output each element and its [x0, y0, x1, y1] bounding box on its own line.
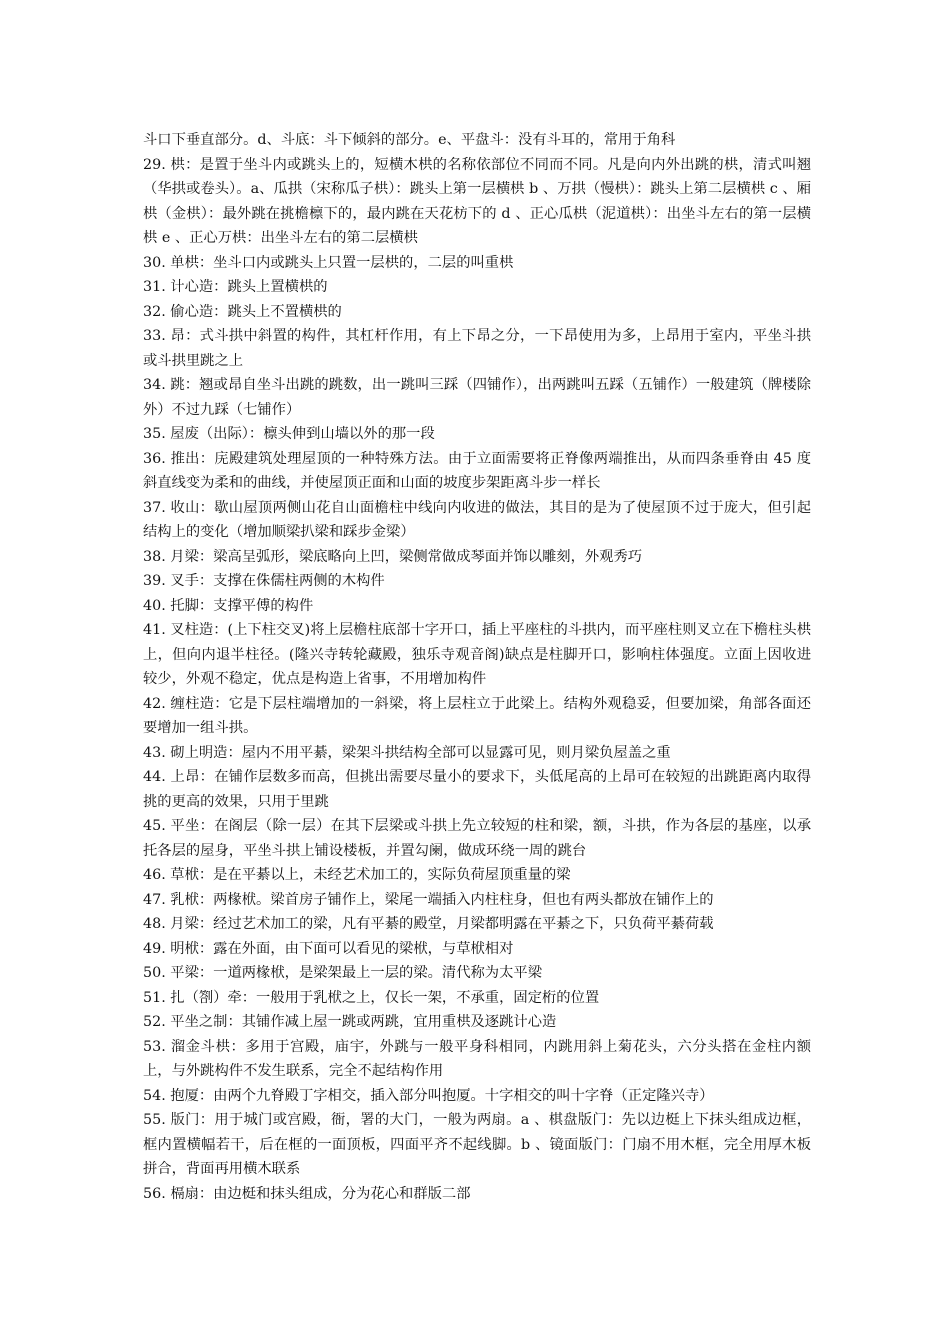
- text-paragraph: 41. 叉柱造：(上下柱交叉)将上层檐柱底部十字开口，插上平座柱的斗拱内，而平座柱则叉立在下檐柱头栱上，但向内退半柱径。(隆兴寺转轮藏殿，独乐寺观音阁)缺点是柱脚开口，影响柱体强度。立面上因收进较少，外观不稳定，优点是构造上省事，不用增加构件: [143, 622, 811, 687]
- text-paragraph: 37. 收山：歇山屋顶两侧山花自山面檐柱中线向内收进的做法，其目的是为了使屋顶不过于庞大，但引起结构上的变化（增加顺梁扒梁和踩步金梁）: [143, 499, 811, 540]
- text-paragraph: 33. 昂：式斗拱中斜置的构件，其杠杆作用，有上下昂之分，一下昂使用为多，上昂用于室内，平坐斗拱或斗拱里跳之上: [143, 328, 811, 369]
- text-paragraph: 56. 槅扇：由边梃和抹头组成，分为花心和群版二部: [143, 1185, 471, 1202]
- text-paragraph: 48. 月梁：经过艺术加工的梁，凡有平綦的殿堂，月梁都明露在平綦之下，只负荷平綦荷载: [143, 916, 714, 932]
- document-body: [143, 128, 811, 1206]
- text-paragraph: 55. 版门：用于城门或宫殿，衙，署的大门，一般为两扇。a 、棋盘版门：先以边梃上下抹头组成边框，框内置横幅若干，后在框的一面顶板，四面平齐不起线脚。b 、镜面版门：门扇不用木框，完全用厚木板拼合，背面再用横木联系: [143, 1112, 811, 1177]
- text-paragraph: 34. 跳：翘或昂自坐斗出跳的跳数，出一跳叫三踩（四铺作），出两跳叫五踩（五铺作）一般建筑（牌楼除外）不过九踩（七铺作）: [143, 377, 811, 418]
- text-paragraph: 30. 单栱：坐斗口内或跳头上只置一层栱的，二层的叫重栱: [143, 254, 514, 271]
- text-paragraph: 斗口下垂直部分。d、斗底：斗下倾斜的部分。e、平盘斗：没有斗耳的，常用于角科: [143, 132, 676, 148]
- text-paragraph: 39. 叉手：支撑在侏儒柱两侧的木构件: [143, 573, 385, 589]
- text-paragraph: 40. 托脚：支撑平傅的构件: [143, 597, 314, 614]
- text-paragraph: 50. 平梁：一道两椽栿，是梁架最上一层的梁。清代称为太平梁: [143, 965, 542, 981]
- text-paragraph: 36. 推出：庑殿建筑处理屋顶的一种特殊方法。由于立面需要将正脊像两端推出，从而四条垂脊由 45 度斜直线变为柔和的曲线，并使屋顶正面和山面的坡度步架距离斗步一样长: [143, 450, 811, 491]
- text-paragraph: 54. 抱厦：由两个九脊殿丁字相交，插入部分叫抱厦。十字相交的叫十字脊（正定隆兴寺）: [143, 1087, 714, 1104]
- text-paragraph: 46. 草栿：是在平綦以上，未经艺术加工的，实际负荷屋顶重量的梁: [143, 867, 571, 883]
- text-paragraph: 52. 平坐之制：其铺作减上屋一跳或两跳，宜用重栱及逐跳计心造: [143, 1014, 557, 1030]
- text-paragraph: 47. 乳栿：两椽栿。梁首房子铺作上，梁尾一端插入内柱柱身，但也有两头都放在铺作上的: [143, 891, 714, 908]
- text-paragraph: 35. 屋废（出际）：檩头伸到山墙以外的那一段: [143, 426, 435, 442]
- text-paragraph: 31. 计心造：跳头上置横栱的: [143, 279, 328, 295]
- text-paragraph: 38. 月梁：梁高呈弧形，梁底略向上凹，梁侧常做成琴面并饰以雕刻，外观秀巧: [143, 548, 643, 565]
- text-paragraph: 44. 上昂：在铺作层数多而高，但挑出需要尽量小的要求下，头低尾高的上昂可在较短的出跳距离内取得挑的更高的效果，只用于里跳: [143, 769, 811, 810]
- text-paragraph: 53. 溜金斗栱：多用于宫殿，庙宇，外跳与一般平身科相同，内跳用斜上菊花头，六分头搭在金柱内额上，与外跳构件不发生联系，完全不起结构作用: [143, 1038, 811, 1079]
- text-paragraph: 42. 缠柱造：它是下层柱端增加的一斜梁，将上层柱立于此梁上。结构外观稳妥，但要加梁，角部各面还要增加一组斗拱。: [143, 695, 811, 736]
- text-paragraph: 29. 栱：是置于坐斗内或跳头上的，短横木栱的名称依部位不同而不同。凡是向内外出跳的栱，清式叫翘（华拱或卷头）。a、瓜拱（宋称瓜子栱）：跳头上第一层横栱 b 、万拱（慢栱）：跳头上第二层横栱 c 、厢栱（金栱）：最外跳在挑檐檩下的，最内跳在天花枋下的 d 、正心瓜栱（泥道栱）：出坐斗左右的第一层横栱 e 、正心万栱：出坐斗左右的第二层横栱: [143, 156, 811, 246]
- text-paragraph: 49. 明栿：露在外面，由下面可以看见的梁栿，与草栿相对: [143, 940, 514, 957]
- text-paragraph: 43. 砌上明造：屋内不用平綦，梁架斗拱结构全部可以显露可见，则月梁负屋盖之重: [143, 744, 671, 761]
- text-paragraph: 32. 偷心造：跳头上不置横栱的: [143, 303, 342, 320]
- text-paragraph: 51. 扎（劄）牵：一般用于乳栿之上，仅长一架，不承重，固定桁的位置: [143, 989, 600, 1006]
- text-paragraph: 45. 平坐：在阁层（除一层）在其下层梁或斗拱上先立较短的柱和梁，额，斗拱，作为各层的基座，以承托各层的屋身，平坐斗拱上铺设楼板，并置勾阑，做成环绕一周的跳台: [143, 818, 811, 859]
